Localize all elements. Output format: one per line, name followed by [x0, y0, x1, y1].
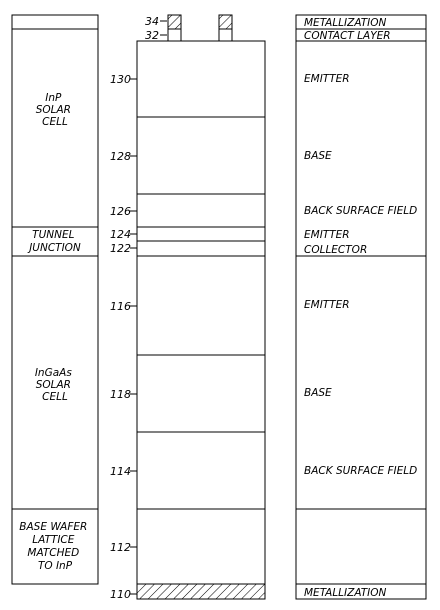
tunnel-junction-label: TUNNEL JUNCTION — [29, 229, 81, 254]
metallization-top-label: METALLIZATION — [304, 17, 387, 29]
contact-pad-right-hatched — [219, 15, 232, 29]
emitter-top-label: EMITTER — [304, 73, 350, 85]
ref-122: 122 — [110, 242, 131, 255]
ref-126: 126 — [110, 205, 131, 218]
bsf-bottom-label: BACK SURFACE FIELD — [304, 465, 418, 477]
right-column-frame — [296, 29, 426, 599]
tunnel-emitter-label: EMITTER — [304, 229, 350, 241]
left-top-blank-box — [12, 15, 98, 29]
contact-layer-label: CONTACT LAYER — [304, 30, 391, 42]
ref-114: 114 — [110, 465, 131, 478]
ref-32: 32 — [145, 29, 159, 42]
stack-frame — [137, 41, 265, 584]
reference-numbers — [110, 15, 167, 601]
metallization-bottom-label: METALLIZATION — [304, 587, 387, 599]
bottom-metallization-layer — [137, 584, 265, 599]
tunnel-collector-label: COLLECTOR — [304, 244, 368, 256]
ref-128: 128 — [110, 150, 131, 163]
base-bottom-label: BASE — [304, 387, 332, 399]
layer-stack — [137, 15, 265, 599]
ref-112: 112 — [110, 541, 131, 554]
bsf-top-label: BACK SURFACE FIELD — [304, 205, 418, 217]
contact-pad-left — [168, 29, 181, 41]
inp-cell-label: InP SOLAR CELL — [35, 92, 71, 128]
ref-118: 118 — [110, 388, 131, 401]
ref-34: 34 — [145, 15, 159, 28]
ref-110: 110 — [110, 588, 131, 601]
base-wafer-label: BASE WAFER LATTICE MATCHED TO InP — [19, 521, 88, 572]
base-top-label: BASE — [304, 150, 332, 162]
left-column — [12, 15, 98, 584]
right-column — [296, 15, 426, 599]
ref-130: 130 — [110, 73, 131, 86]
contact-pad-right — [219, 29, 232, 41]
ingaas-cell-label: InGaAs SOLAR CELL — [34, 367, 72, 403]
contact-pad-left-hatched — [168, 15, 181, 29]
ref-124: 124 — [110, 228, 131, 241]
ref-116: 116 — [110, 300, 131, 313]
emitter-bottom-label: EMITTER — [304, 299, 350, 311]
